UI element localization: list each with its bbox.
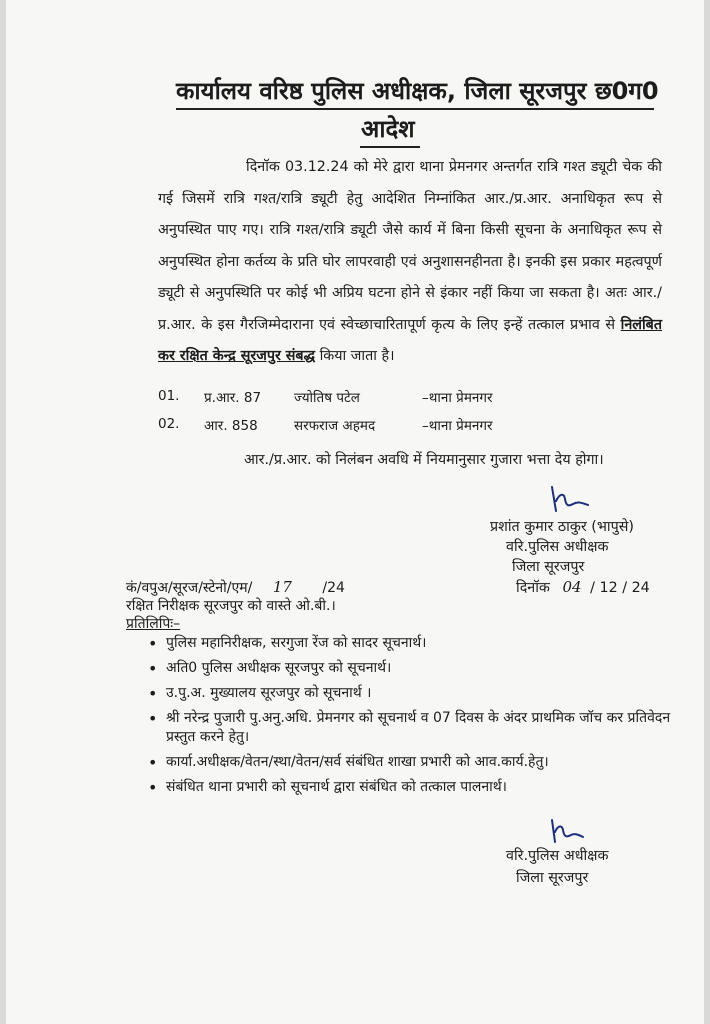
signatory-designation: वरि.पुलिस अधीक्षक <box>506 539 609 555</box>
list-item: • उ.पु.अ. मुख्यालय सूरजपुर को सूचनार्थ । <box>146 684 686 703</box>
copy-heading: प्रतिलिपिः– <box>126 616 181 632</box>
reference-handwritten-number: 17 <box>272 578 292 596</box>
reference-prefix: कं/वपुअ/सूरज/स्टेनो/एम/ <box>126 580 253 596</box>
personnel-name: सरफराज अहमद <box>294 418 376 434</box>
order-title-underline <box>360 146 420 148</box>
reference-recipient: रक्षित निरीक्षक सूरजपुर को वास्ते ओ.बी.। <box>126 598 336 614</box>
personnel-sno: 02. <box>158 416 180 432</box>
suspension-directive: निलंबित कर रक्षित केन्द्र सूरजपुर संबद्ध <box>158 316 662 364</box>
reference-suffix: /24 <box>322 580 345 596</box>
signatory-name: प्रशांत कुमार ठाकुर (भापुसे) <box>490 519 634 535</box>
signatory-district: जिला सूरजपुर <box>512 559 585 575</box>
order-paragraph <box>158 152 662 373</box>
reference-number <box>126 578 345 597</box>
list-item: • कार्या.अधीक्षक/वेतन/स्था/वेतन/सर्व संबंधित शाखा प्रभारी को आव.कार्य.हेतु। <box>146 753 686 772</box>
personnel-rank: आर. 858 <box>204 418 258 434</box>
signature-mark <box>546 485 594 515</box>
signatory-block <box>490 517 634 577</box>
personnel-station: –थाना प्रेमनगर <box>422 390 493 406</box>
date-rest: / 12 / 24 <box>590 580 650 596</box>
list-item: • अति0 पुलिस अधीक्षक सूरजपुर को सूचनार्थ। <box>146 659 686 678</box>
paragraph-tail: किया जाता है। <box>319 348 395 364</box>
heading-underline <box>176 108 654 110</box>
signature-mark <box>546 818 586 846</box>
list-item: • संबंधित थाना प्रभारी को सूचनार्थ द्वारा संबंधित को तत्काल पालनार्थ। <box>146 778 686 797</box>
document-page <box>6 0 704 1024</box>
order-date <box>516 578 650 597</box>
personnel-station: –थाना प्रेमनगर <box>422 418 493 434</box>
list-item: • श्री नरेन्द्र पुजारी पु.अनु.अधि. प्रेमनगर को सूचनार्थ व 07 दिवस के अंदर प्राथमिक जॉच कर प्रतिवेदन प्रस्तुत करने हेतु। <box>146 709 686 747</box>
footer-district: जिला सूरजपुर <box>516 870 589 886</box>
footer-signatory <box>506 845 608 889</box>
date-day-handwritten: 04 <box>562 578 582 596</box>
footer-designation: वरि.पुलिस अधीक्षक <box>506 848 609 864</box>
office-heading: कार्यालय वरिष्ठ पुलिस अधीक्षक, जिला सूरजपुर छ0ग0 <box>176 77 659 105</box>
allowance-note: आर./प्र.आर. को निलंबन अवधि में नियमानुसार गुजारा भत्ता देय होगा। <box>244 452 604 468</box>
paragraph-text: दिनॉक 03.12.24 को मेरे द्वारा थाना प्रेमनगर अन्तर्गत रात्रि गश्त ड्यूटी चेक की गई जिसमें रात्रि गश्त/रात्रि ड्यूटी हेतु आदेशित निम्नांकित आर./प्र.आर. अनाधिकृत रूप से अनुपस्थित पाए गए। रात्रि गश्त/रात्रि ड्यूटी जैसे कार्य में बिना किसी सूचना के अनाधिकृत रूप से अनुपस्थित होना कर्तव्य के प्रति घोर लापरवाही एवं अनुशासनहीनता है। इनकी इस प्रकार महत्वपूर्ण ड्यूटी से अनुपस्थिति पर कोई भी अप्रिय घटना होने से इंकार नहीं किया जा सकता है। अतः आर./प्र.आर. के इस गैरजिम्मेदाराना एवं स्वेच्छाचारितापूर्ण कृत्य के लिए इन्हें तत्काल प्रभाव से <box>158 159 662 333</box>
personnel-name: ज्योतिष पटेल <box>294 390 360 406</box>
personnel-rank: प्र.आर. 87 <box>204 390 262 406</box>
order-title: आदेश <box>361 115 415 143</box>
copy-list <box>146 634 686 803</box>
date-label: दिनॉक <box>516 580 550 596</box>
personnel-sno: 01. <box>158 388 180 404</box>
list-item: • पुलिस महानिरीक्षक, सरगुजा रेंज को सादर सूचनार्थ। <box>146 634 686 653</box>
